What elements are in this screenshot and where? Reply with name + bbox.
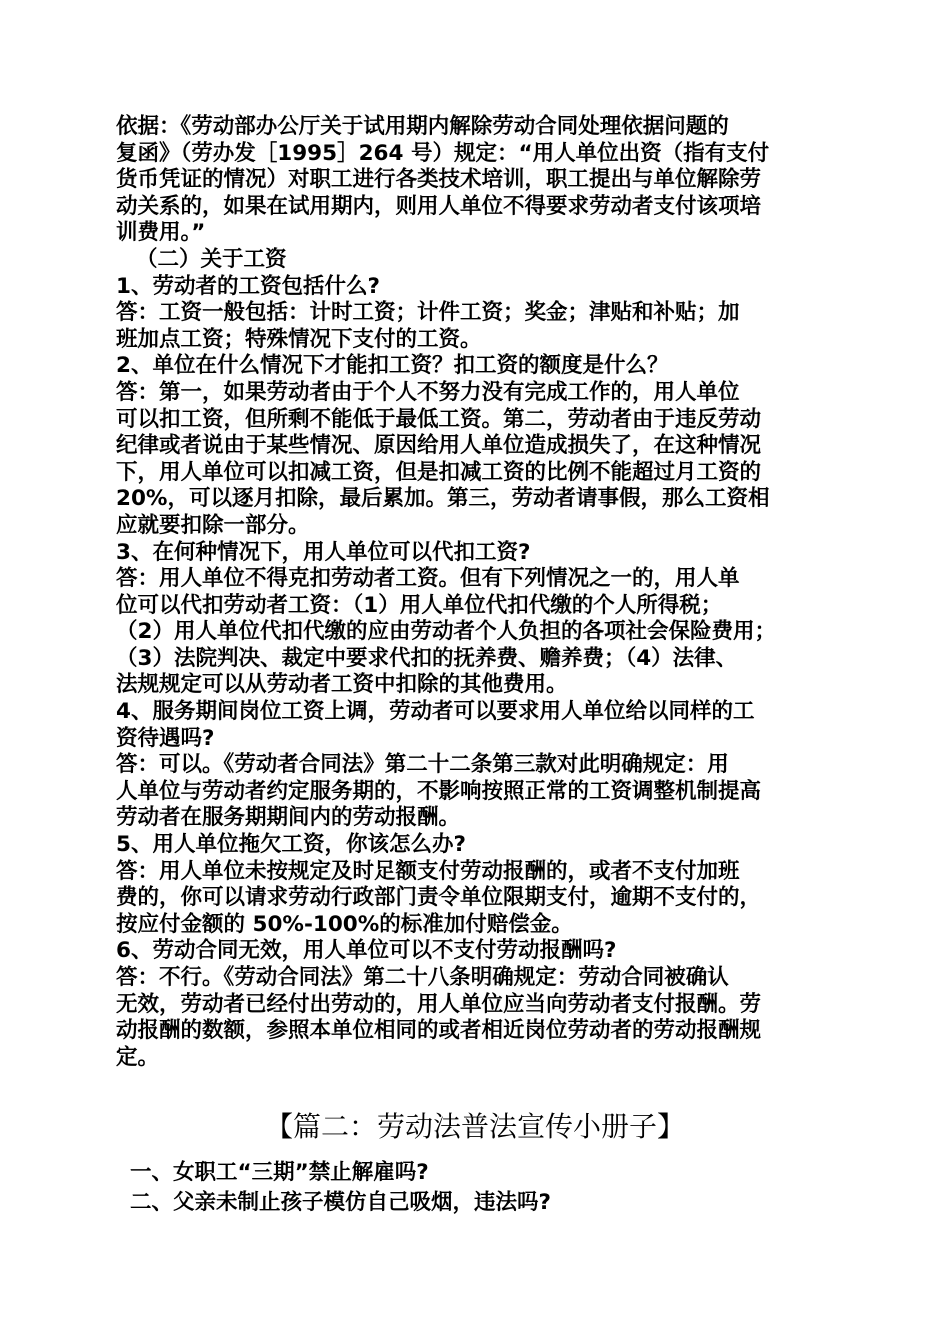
qa-item-2: [116, 353, 836, 539]
toc-item: 二、父亲未制止孩子模仿自己吸烟，违法吗?: [130, 1190, 551, 1215]
answer-line: 劳动者在服务期期间内的劳动报酬。: [116, 805, 461, 831]
answer-line: 答：用人单位不得克扣劳动者工资。但有下列情况之一的，用人单: [116, 566, 740, 592]
answer-line: （2）用人单位代扣代缴的应由劳动者个人负担的各项社会保险费用；: [116, 619, 776, 645]
answer-line: 法规规定可以从劳动者工资中扣除的其他费用。: [116, 672, 568, 698]
document-body: [116, 114, 836, 1071]
text-line: 训费用。”: [116, 220, 206, 246]
question-text: 资待遇吗?: [116, 725, 215, 751]
answer-line: 定。: [116, 1044, 160, 1070]
text-line: 动关系的，如果在试用期内，则用人单位不得要求劳动者支付该项培: [116, 193, 762, 219]
answer-line: 可以扣工资，但所剩不能低于最低工资。第二，劳动者由于违反劳动: [116, 406, 762, 432]
question-text: 3、在何种情况下，用人单位可以代扣工资?: [116, 539, 531, 565]
answer-line: 无效，劳动者已经付出劳动的，用人单位应当向劳动者支付报酬。劳: [116, 991, 762, 1017]
answer-line: 答：不行。《劳动合同法》第二十八条明确规定：劳动合同被确认: [116, 965, 729, 990]
text-line: 货币凭证的情况）对职工进行各类技术培训，职工提出与单位解除劳: [116, 167, 762, 193]
question-text: 6、劳动合同无效，用人单位可以不支付劳动报酬吗?: [116, 938, 617, 964]
answer-line: 人单位与劳动者约定服务期的，不影响按照正常的工资调整机制提高: [116, 778, 762, 804]
question-text: 1、劳动者的工资包括什么?: [116, 273, 380, 299]
qa-item-4: [116, 699, 836, 832]
answer-line: 答：用人单位未按规定及时足额支付劳动报酬的，或者不支付加班: [116, 858, 740, 884]
qa-item-1: [116, 274, 836, 354]
question-text: 2、单位在什么情况下才能扣工资？扣工资的额度是什么？: [116, 353, 669, 379]
qa-item-3: [116, 540, 836, 700]
table-of-contents: [130, 1158, 830, 1218]
chapter-title: 【篇二：劳动法普法宣传小册子】: [264, 1110, 685, 1143]
answer-line: 班加点工资；特殊情况下支付的工资。: [116, 326, 482, 352]
answer-line: 按应付金额的 50%-100%的标准加付赔偿金。: [116, 911, 573, 937]
toc-item: 一、女职工“三期”禁止解雇吗?: [130, 1160, 429, 1185]
qa-item-5: [116, 832, 836, 938]
answer-line: （3）法院判决、裁定中要求代扣的抚养费、赡养费；（4）法律、: [116, 645, 738, 671]
question-text: 4、服务期间岗位工资上调，劳动者可以要求用人单位给以同样的工: [116, 699, 755, 725]
answer-line: 费的，你可以请求劳动行政部门责令单位限期支付，逾期不支付的，: [116, 885, 762, 911]
answer-line: 答：可以。《劳动者合同法》第二十二条第三款对此明确规定：用: [116, 752, 729, 778]
basis-paragraph: [116, 114, 836, 247]
answer-line: 答：工资一般包括：计时工资；计件工资；奖金；津贴和补贴；加: [116, 300, 740, 326]
qa-item-6: [116, 938, 836, 1071]
text-line: 复函》（劳办发［1995］264 号）规定：“用人单位出资（指有支付: [116, 140, 770, 166]
answer-line: 应就要扣除一部分。: [116, 512, 310, 538]
answer-line: 20%，可以逐月扣除，最后累加。第三，劳动者请事假，那么工资相: [116, 486, 770, 512]
answer-line: 位可以代扣劳动者工资：（1）用人单位代扣代缴的个人所得税；: [116, 592, 723, 618]
answer-line: 纪律或者说由于某些情况、原因给用人单位造成损失了，在这种情况: [116, 433, 762, 459]
answer-line: 动报酬的数额，参照本单位相同的或者相近岗位劳动者的劳动报酬规: [116, 1018, 762, 1044]
text-line: 依据：《劳动部办公厅关于试用期内解除劳动合同处理依据问题的: [116, 114, 729, 139]
question-text: 5、用人单位拖欠工资，你该怎么办?: [116, 832, 466, 858]
answer-line: 下，用人单位可以扣减工资，但是扣减工资的比例不能超过月工资的: [116, 459, 762, 485]
answer-line: 答：第一，如果劳动者由于个人不努力没有完成工作的，用人单位: [116, 379, 740, 405]
section-heading: （二）关于工资: [136, 246, 287, 272]
